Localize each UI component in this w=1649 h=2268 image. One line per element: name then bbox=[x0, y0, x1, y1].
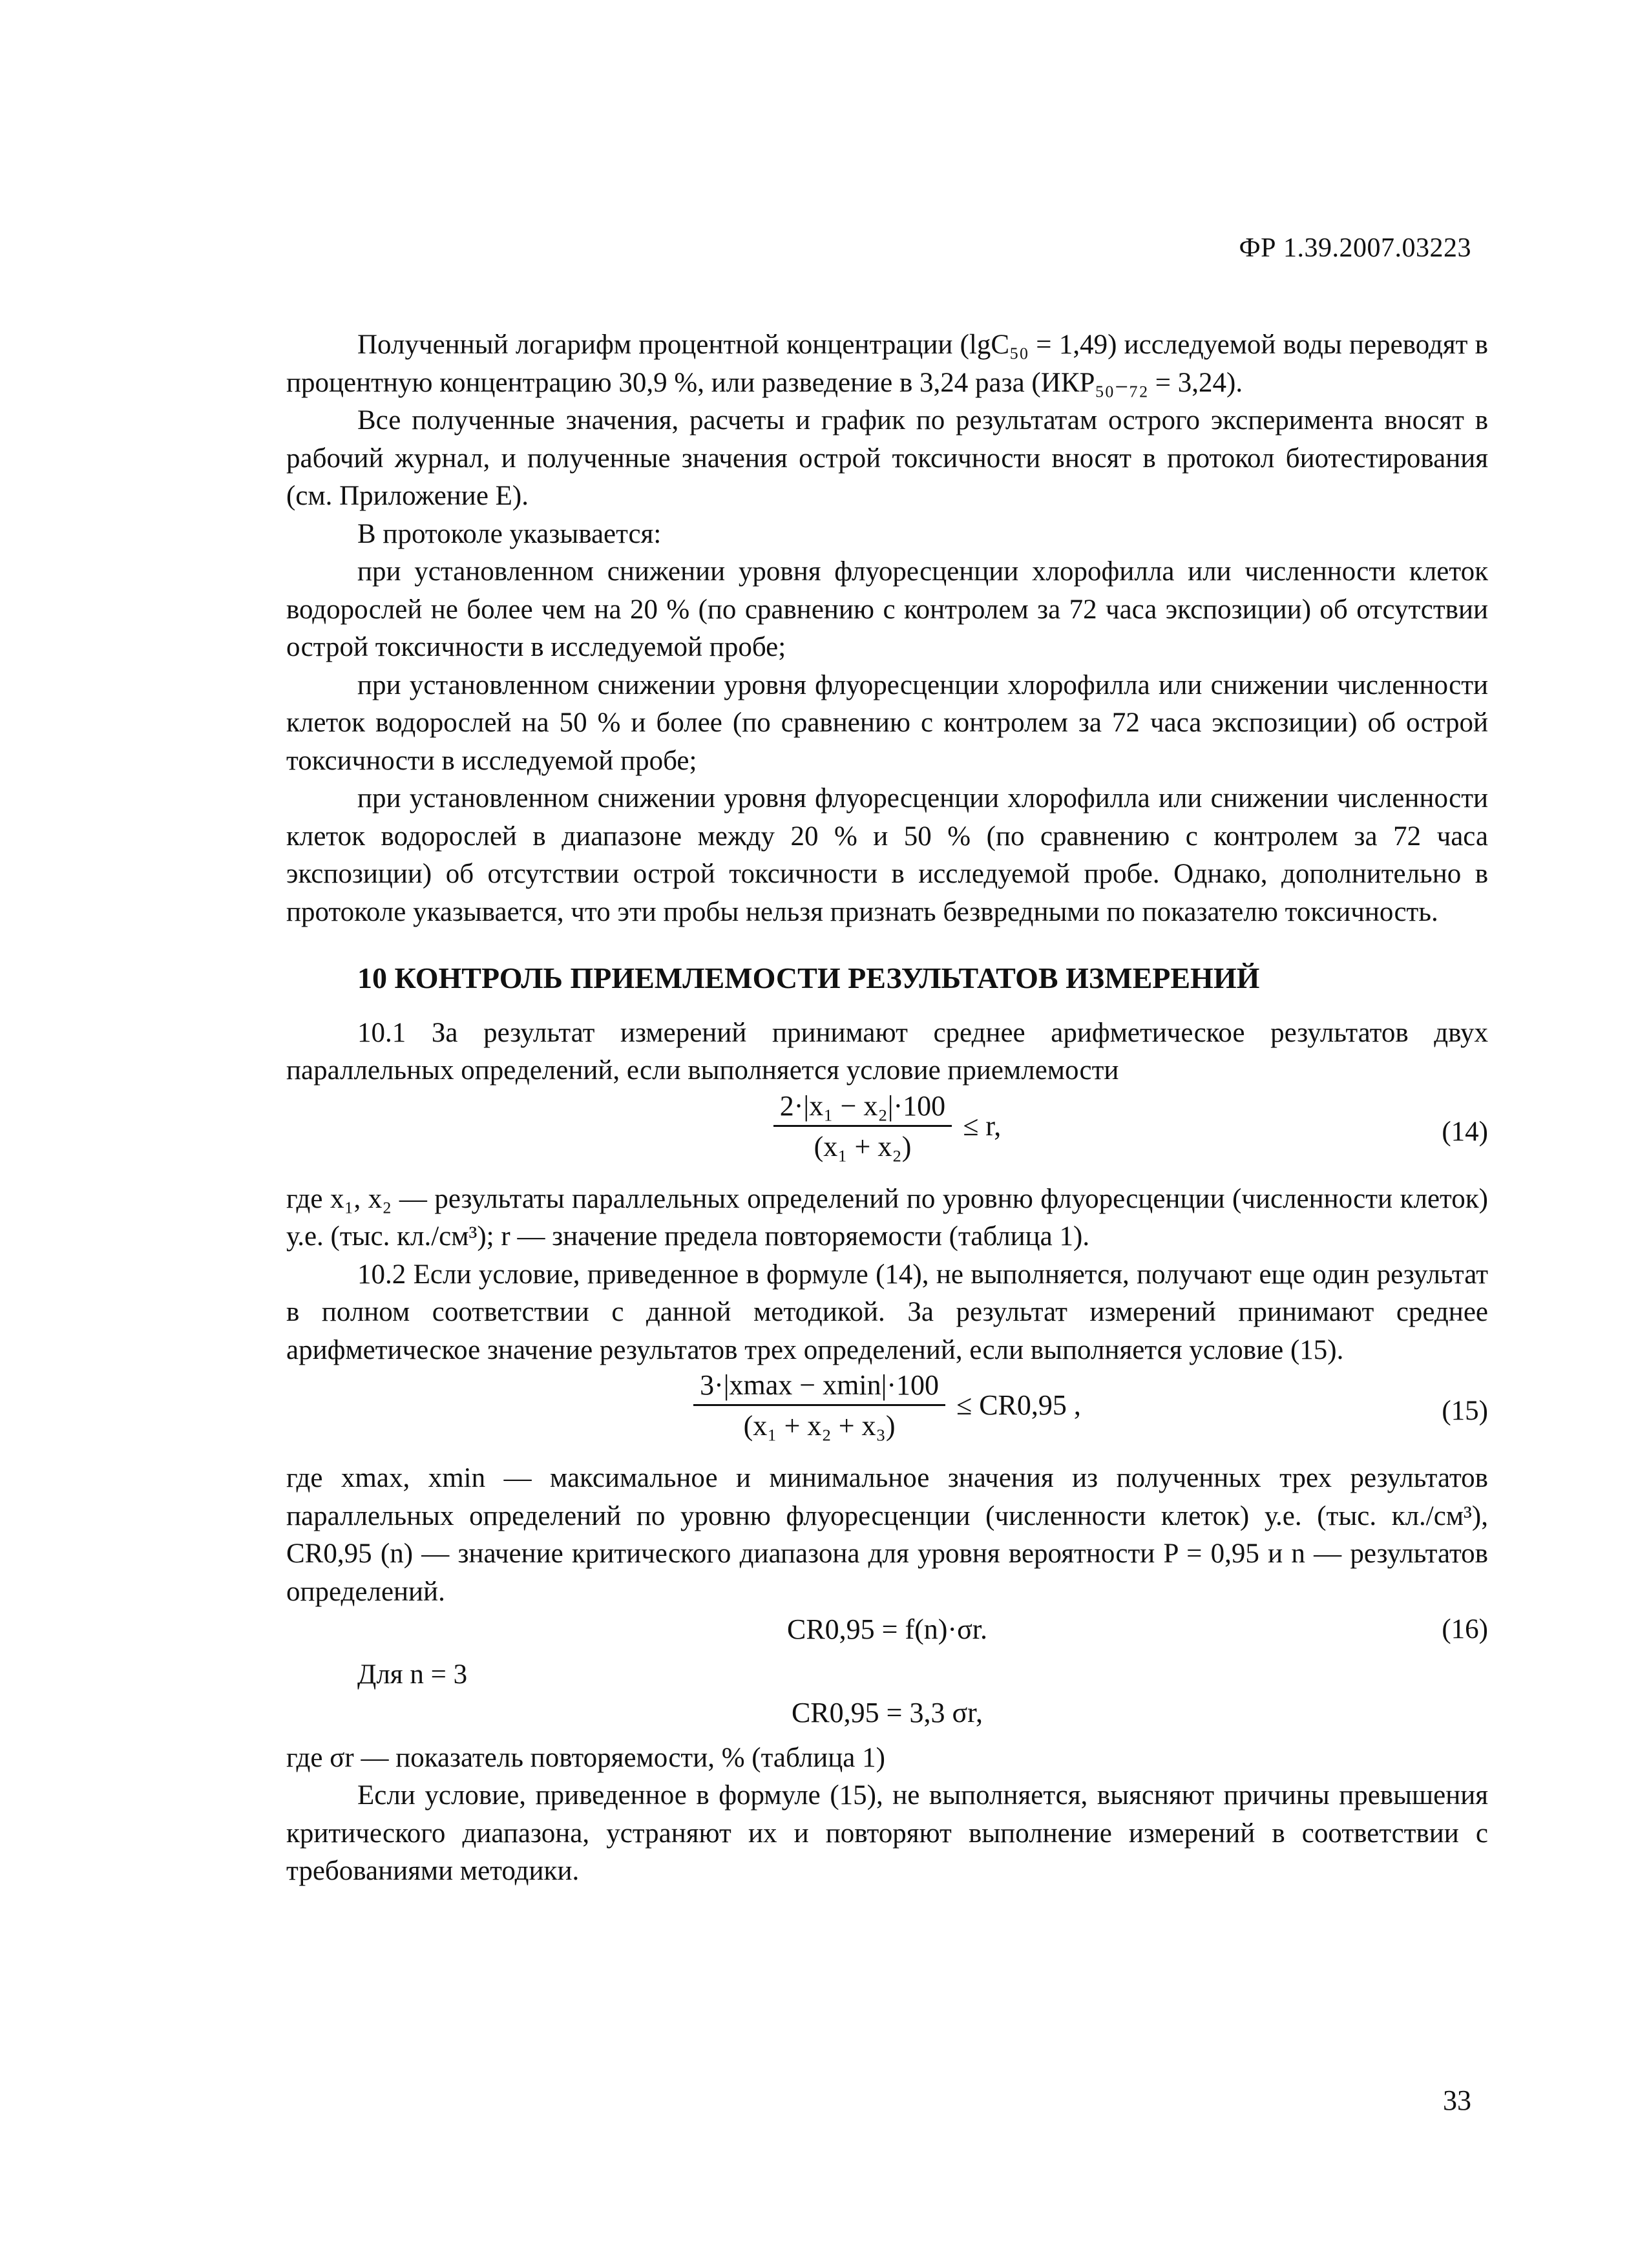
denominator: (x₁ + x₂ + x₃) bbox=[743, 1410, 896, 1442]
formula-number: (14) bbox=[1442, 1116, 1488, 1147]
formula-14 bbox=[286, 1090, 1488, 1181]
formula-17 bbox=[286, 1694, 1488, 1739]
page-number: 33 bbox=[1443, 2084, 1471, 2116]
formula-16 bbox=[286, 1611, 1488, 1656]
numerator: 2·|x₁ − x₂|·100 bbox=[773, 1090, 952, 1127]
paragraph: Полученный логарифм процентной концентрации (lgC₅₀ = 1,49) исследуемой воды переводят в процентную концентрацию 30,9 %, или разведение в 3,24 раза (ИКР₅₀₋₇₂ = 3,24). bbox=[286, 330, 1488, 398]
for-n-label: Для n = 3 bbox=[357, 1659, 468, 1690]
document-code: ФР 1.39.2007.03223 bbox=[1239, 233, 1471, 263]
body-text bbox=[286, 326, 1488, 1891]
formula-number: (15) bbox=[1442, 1396, 1488, 1426]
paragraph-10-2: 10.2 Если условие, приведенное в формуле (14), не выполняется, получают еще один результат в полном соответствии с данной методикой. За результат измерений принимают среднее арифметическое значение результатов трех определений, если выполняется условие (15). bbox=[286, 1259, 1488, 1365]
paragraph: В протоколе указывается: bbox=[357, 518, 662, 549]
formula-number: (16) bbox=[1442, 1614, 1488, 1644]
formula-expression: CR0,95 = f(n)·σr. bbox=[786, 1613, 988, 1645]
paragraph: при установленном снижении уровня флуоресценции хлорофилла или снижении численности клеток водорослей в диапазоне между 20 % и 50 % (по сравнению с контролем за 72 часа экспозиции) об отсутствии острой токсичности в исследуемой пробе. Однако, дополнительно в протоколе указывается, что эти пробы нельзя признать безвредными по показателю токсичность. bbox=[286, 783, 1488, 927]
where-clause: где x₁, x₂ — результаты параллельных определений по уровню флуоресценции (численности клеток) у.е. (тыс. кл./см³); r — значение предела повторяемости (таблица 1). bbox=[286, 1183, 1488, 1252]
where-clause: где σr — показатель повторяемости, % (таблица 1) bbox=[286, 1742, 885, 1773]
paragraph: при установленном снижении уровня флуоресценции хлорофилла или снижении численности клеток водорослей на 50 % и более (по сравнению с контролем за 72 часа экспозиции) об острой токсичности в исследуемой пробе; bbox=[286, 669, 1488, 776]
paragraph: при установленном снижении уровня флуоресценции хлорофилла или численности клеток водорослей не более чем на 20 % (по сравнению с контролем за 72 часа экспозиции) об отсутствии острой токсичности в исследуемой пробе; bbox=[286, 556, 1488, 662]
where-clause: где xmax, xmin — максимальное и минимальное значения из полученных трех результатов параллельных определений по уровню флуоресценции (численности клеток) у.е. (тыс. кл./см³), CR0,95 (n) — значение критического диапазона для уровня вероятности P = 0,95 и n — результатов определений. bbox=[286, 1463, 1488, 1607]
denominator: (x₁ + x₂) bbox=[814, 1130, 912, 1162]
section-heading: 10 КОНТРОЛЬ ПРИЕМЛЕМОСТИ РЕЗУЛЬТАТОВ ИЗМЕРЕНИЙ bbox=[357, 961, 1260, 994]
formula-15 bbox=[286, 1369, 1488, 1460]
numerator: 3·|xmax − xmin|·100 bbox=[693, 1369, 945, 1406]
paragraph-final: Если условие, приведенное в формуле (15), не выполняется, выясняют причины превышения критического диапазона, устраняют их и повторяют выполнение измерений в соответствии с требованиями методики. bbox=[286, 1780, 1488, 1886]
relation: ≤ r, bbox=[963, 1109, 1002, 1142]
relation: ≤ CR0,95 , bbox=[956, 1389, 1081, 1422]
paragraph: Все полученные значения, расчеты и график по результатам острого эксперимента вносят в рабочий журнал, и полученные значения острой токсичности вносят в протокол биотестирования (см. Приложение Е). bbox=[286, 405, 1488, 511]
fraction bbox=[773, 1090, 952, 1163]
fraction bbox=[693, 1369, 945, 1442]
formula-expression: CR0,95 = 3,3 σr, bbox=[791, 1696, 983, 1728]
paragraph-10-1: 10.1 За результат измерений принимают среднее арифметическое результатов двух параллельных определений, если выполняется условие приемлемости bbox=[286, 1017, 1488, 1086]
